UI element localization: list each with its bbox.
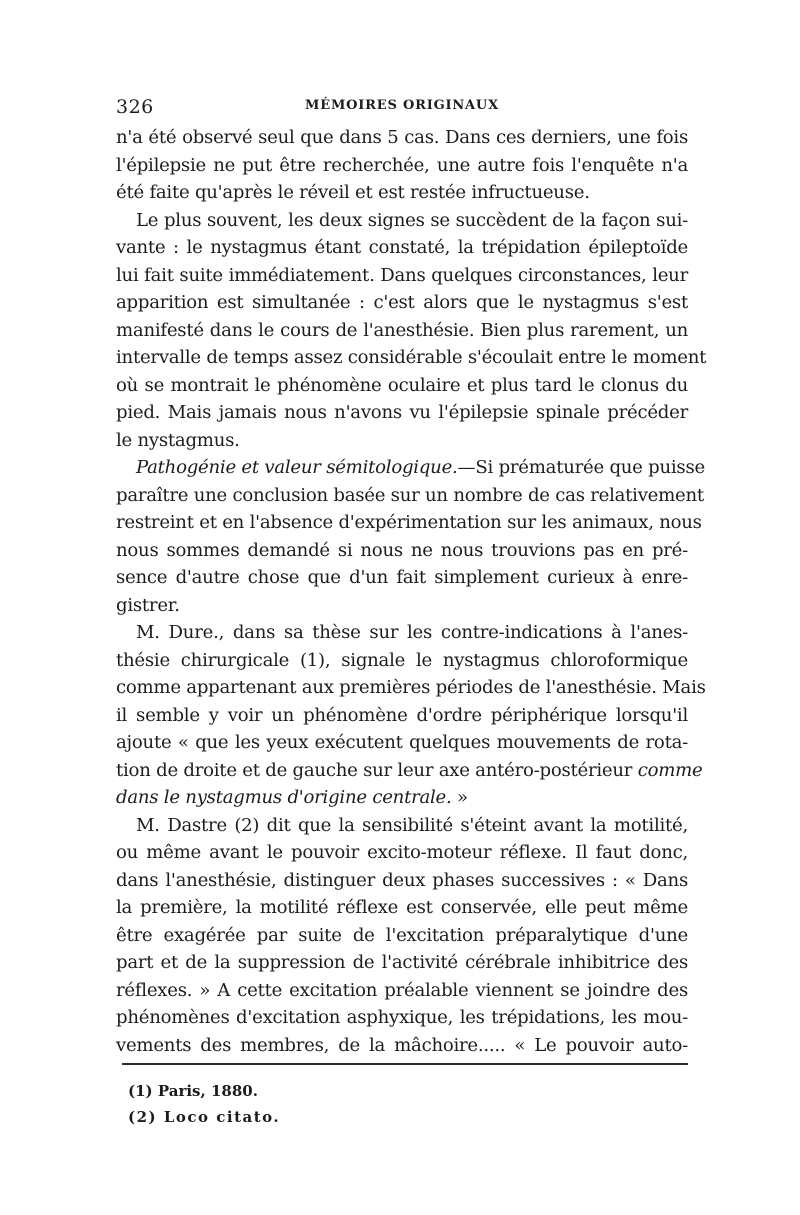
text-line: gistrer.: [116, 594, 180, 616]
footnote-2: (2) Loco citato.: [128, 1108, 281, 1126]
text-line: l'épilepsie ne put être recherchée, une autre fois l'enquête n'a: [116, 154, 688, 176]
italic-segment: comme: [637, 759, 703, 781]
text-line: part et de la suppression de l'activité cérébrale inhibitrice des: [116, 952, 688, 973]
running-title: MÉMOIRES ORIGINAUX: [305, 98, 499, 113]
text-line: dans l'anesthésie, distinguer deux phases successives : « Dans: [116, 869, 688, 891]
text-line: M. Dure., dans sa thèse sur les contre-indications à l'anes-: [136, 622, 688, 643]
text-line: être exagérée par suite de l'excitation préparalytique d'une: [116, 924, 688, 946]
section-heading-italic: Pathogénie et valeur sémitologique.: [136, 457, 458, 478]
text-line: n'a été observé seul que dans 5 cas. Dans ces derniers, une fois: [116, 127, 688, 148]
text-line: comme appartenant aux premières périodes de l'anesthésie. Mais: [116, 677, 706, 698]
paragraph: [116, 619, 706, 812]
page-number: 326: [116, 96, 154, 118]
text-line: où se montrait le phénomène oculaire et plus tard le clonus du: [116, 374, 688, 396]
text-line: été faite qu'après le réveil et est restée infructueuse.: [116, 182, 590, 203]
text-line: restreint et en l'absence d'expérimentation sur les animaux, nous: [116, 512, 702, 533]
page-header: [116, 96, 688, 120]
text-line: [116, 454, 705, 482]
body-text: [116, 124, 707, 1059]
footnote-1: (1) Paris, 1880.: [128, 1082, 258, 1100]
text-line: ou même avant le pouvoir excito-moteur réflexe. Il faut donc,: [116, 842, 688, 863]
text-line: réflexes. » A cette excitation préalable viennent se joindre des: [116, 979, 688, 1001]
text-line: M. Dastre (2) dit que la sensibilité s'éteint avant la motilité,: [136, 814, 688, 836]
text-line: thésie chirurgicale (1), signale le nystagmus chloroformique: [116, 649, 688, 671]
text-line: [116, 757, 703, 785]
text-line: intervalle de temps assez considérable s'écoulait entre le moment: [116, 347, 707, 368]
text-line: Le plus souvent, les deux signes se succèdent de la façon sui-: [136, 209, 688, 231]
footnotes: [128, 1078, 528, 1130]
footnote-divider: [122, 1063, 688, 1065]
italic-segment: dans le nystagmus d'origine centrale.: [116, 787, 452, 808]
text-line: manifesté dans le cours de l'anesthésie. Bien plus rarement, un: [116, 319, 688, 341]
paragraph: [116, 454, 705, 619]
paragraph: [116, 812, 688, 1060]
text-line: paraître une conclusion basée sur un nombre de cas relativement: [116, 484, 704, 506]
text-line: ajoute « que les yeux exécutent quelques mouvements de rota-: [116, 732, 688, 753]
text-line: vements des membres, de la mâchoire..... « Le pouvoir auto-: [116, 1034, 688, 1056]
lead-text: —Si prématurée que puisse: [457, 457, 705, 478]
text-line: phénomènes d'excitation asphyxique, les trépidations, les mou-: [116, 1007, 688, 1028]
paragraph: [116, 207, 707, 455]
text-line: sence d'autre chose que d'un fait simplement curieux à enre-: [116, 567, 688, 588]
paragraph: [116, 124, 688, 207]
text-line: pied. Mais jamais nous n'avons vu l'épilepsie spinale précéder: [116, 402, 688, 423]
text-line: vante : le nystagmus étant constaté, la trépidation épileptoïde: [116, 237, 688, 258]
text-segment: tion de droite et de gauche sur leur axe antéro-postérieur: [116, 759, 633, 781]
text-segment: »: [451, 787, 468, 808]
text-line: il semble y voir un phénomène d'ordre périphérique lorsqu'il: [116, 704, 688, 726]
text-line: la première, la motilité réflexe est conservée, elle peut même: [116, 897, 688, 918]
text-line: apparition est simultanée : c'est alors que le nystagmus s'est: [116, 292, 688, 313]
text-line: le nystagmus.: [116, 429, 240, 451]
text-line: lui fait suite immédiatement. Dans quelques circonstances, leur: [116, 264, 688, 286]
text-line: [116, 784, 688, 812]
text-line: nous sommes demandé si nous ne nous trouvions pas en pré-: [116, 539, 688, 561]
